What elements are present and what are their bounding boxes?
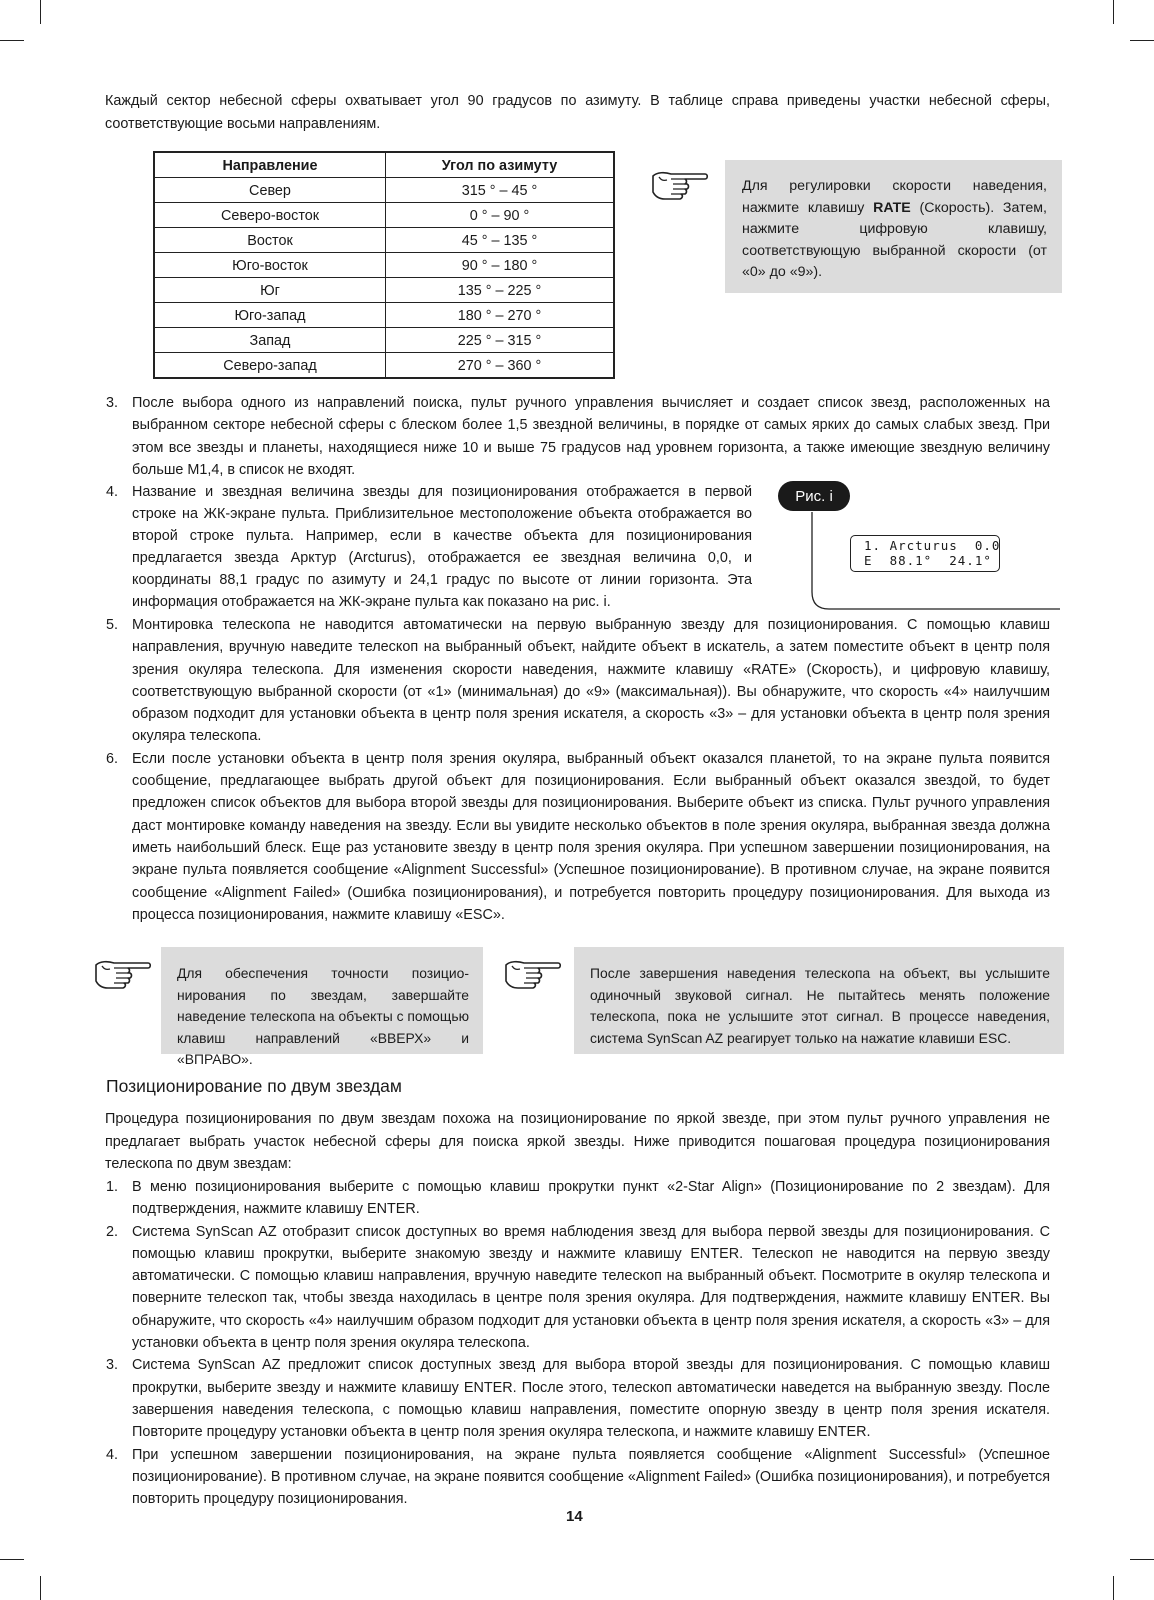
crop-mark bbox=[1130, 40, 1154, 41]
rate-note bbox=[725, 160, 1062, 293]
item-number: 3. bbox=[106, 1357, 119, 1374]
item-number: 2. bbox=[106, 1223, 119, 1240]
table-row bbox=[154, 228, 614, 253]
table-cell: Северо-восток bbox=[154, 203, 386, 228]
item-text: После выбора одного из направлений поиска, пульт ручного управления вычисляет и создает список звезд, расположенных на выбранном секторе небесной сферы с блеском более 1,5 звездной величины, в порядке от самых ярких до самых слабых звезд. При этом все звезды и планеты, находящиеся ниже 10 и выше 75 градусов над уровнем горизонта, а также имеющие звездную величину больше М1,4, в список не входят. bbox=[132, 395, 1050, 478]
item-number: 4. bbox=[106, 484, 119, 500]
item-number: 4. bbox=[106, 1446, 119, 1463]
steps-list-a bbox=[106, 392, 1050, 481]
table-cell: 90 ° – 180 ° bbox=[386, 253, 615, 278]
crop-mark bbox=[40, 1576, 41, 1600]
steps-list-b bbox=[106, 614, 1050, 926]
intro-paragraph: Каждый сектор небесной сферы охватывает угол 90 градусов по азимуту. В таблице справа приведены участки небесной сферы, соответствующие восьми направлениям. bbox=[105, 93, 1050, 132]
lcd-line-1: 1. Arcturus 0.0 bbox=[864, 538, 1001, 553]
section-title: Позиционирование по двум звездам bbox=[106, 1076, 402, 1096]
page-number: 14 bbox=[566, 1508, 583, 1525]
table-cell: Восток bbox=[154, 228, 386, 253]
pointing-hand-icon bbox=[504, 957, 562, 991]
crop-mark bbox=[1113, 0, 1114, 24]
crop-mark bbox=[1113, 1576, 1114, 1600]
table-cell: 45 ° – 135 ° bbox=[386, 228, 615, 253]
table-row bbox=[154, 303, 614, 328]
lcd-line-2: E 88.1° 24.1° bbox=[864, 553, 992, 568]
accuracy-note: Для обеспечения точности позицио-нирования по звездам, завершайте наведение телескопа на объекты с помощью клавиш направлений «ВВЕРХ» и «ВПРАВО». bbox=[161, 947, 483, 1054]
direction-table bbox=[153, 151, 615, 379]
section-intro: Процедура позиционирования по двум звездам похожа на позиционирование по яркой звезде, при этом пульт ручного управления не предлагает выбрать участок небесной сферы для поиска яркой звезды. Ниже приводится пошаговая процедура позиционирования телескопа по двум звездам: bbox=[105, 1111, 1050, 1172]
item-number: 6. bbox=[106, 750, 119, 767]
table-cell: Запад bbox=[154, 328, 386, 353]
item-text: Если после установки объекта в центр поля зрения окуляра, выбранный объект оказался планетой, то на экране пульта появится сообщение, предлагающее выбрать другой объект для позиционирования. Если выбранный объект оказался звездой, то будет предложен список объектов для выбора второй звезды для позиционирования. Выберите объект из списка. Пульт ручного управления даст монтировке команду наведения на звезду. Если вы увидите несколько объектов в поле зрения окуляра, выбранная звезда должна иметь наибольший блеск. Еще раз установите звезду в центр поля зрения окуляра. При успешном завершении позиционирования, на экране пульта появляется сообщение «Alignment Successful» (Успешное позиционирование). В противном случае, на экране появится сообщение «Alignment Failed» (Ошибка позиционирования), и потребуется повторить процедуру позиционирования. Для выхода из процесса позиционирования, нажмите клавишу «ESC». bbox=[132, 750, 1050, 923]
table-cell: 135 ° – 225 ° bbox=[386, 278, 615, 303]
rate-key-label: RATE bbox=[873, 199, 911, 216]
item-text: Система SynScan AZ отобразит список доступных во время наблюдения звезд для выбора первой звезды для позиционирования. С помощью клавиш прокрутки, выберите знакомую звезду и нажмите клавишу ENTER. Телескоп не наводится на первую звезду автоматически. С помощью клавиш направления, вручную наведите телескоп на выбранный объект. Посмотрите в окуляр телескопа и поверните телескоп так, чтобы звезда находилась в центре поля зрения окуляра. Для подтверждения, нажмите клавишу ENTER. Вы обнаружите, что скорость «4» наилучшим образом подходит для установки объекта в центр поля зрения искателя, а скорость «3» – для установки объекта в центр поля зрения окуляра телескопа. bbox=[132, 1223, 1050, 1352]
table-header: Угол по азимуту bbox=[386, 152, 615, 178]
table-row bbox=[154, 203, 614, 228]
list-item bbox=[106, 614, 1050, 748]
table-header-row bbox=[154, 152, 614, 178]
crop-mark bbox=[0, 40, 24, 41]
item-text: Система SynScan AZ предложит список доступных звезд для выбора второй звезды для позиционирования. С помощью клавиш прокрутки, выберите звезду и нажмите клавишу ENTER. После этого, телескоп автоматически наведется на выбранную звезду. После завершения наведения телескопа, с помощью клавиш направления, поместите опорную звезду в центр поля зрения искателя. Повторите процедуру установки объекта в центр поля зрения окуляра телескопа, и нажмите клавишу ENTER. bbox=[132, 1357, 1050, 1441]
list-item bbox=[106, 392, 1050, 481]
pointing-hand-icon bbox=[651, 168, 709, 202]
item-text: При успешном завершении позиционирования, на экране пульта появляется сообщение «Alignment Successful» (Успешное позиционирование). В противном случае, на экране появится сообщение «Alignment Failed» (Ошибка позиционирования), и потребуется повторить процедуру позиционирования. bbox=[132, 1446, 1050, 1508]
table-cell: 0 ° – 90 ° bbox=[386, 203, 615, 228]
table-row bbox=[154, 253, 614, 278]
table-row bbox=[154, 353, 614, 379]
item-text: Название и звездная величина звезды для позиционирования отображается в первой строке на ЖК-экране пульта. Приблизительное местоположение объекта отображается во второй строке пульта. Например, если в качестве объекта для позиционирования предлагается звезда Арктур (Arcturus), отображается ее звездная величина 0,0, и координаты 88,1 градус по азимуту и 24,1 градус по высоте от линии горизонта. Эта информация отображается на ЖК-экране пульта как показано на рис. i. bbox=[132, 484, 752, 611]
note-text: Для регулировки скорости наведения, нажмите клавишу bbox=[742, 178, 1047, 216]
list-item bbox=[106, 1176, 1050, 1221]
table-row bbox=[154, 178, 614, 203]
table-row bbox=[154, 278, 614, 303]
crop-mark bbox=[0, 1559, 24, 1560]
item-number: 3. bbox=[106, 395, 119, 411]
table-cell: 180 ° – 270 ° bbox=[386, 303, 615, 328]
list-item bbox=[106, 1354, 1050, 1443]
lcd-screen bbox=[850, 535, 1000, 572]
figure-label: Рис. i bbox=[778, 481, 850, 511]
table-header: Направление bbox=[154, 152, 386, 178]
table-cell: Север bbox=[154, 178, 386, 203]
steps-list-c bbox=[106, 1176, 1050, 1510]
table-cell: Юг bbox=[154, 278, 386, 303]
table-cell: Северо-запад bbox=[154, 353, 386, 379]
table-cell: Юго-восток bbox=[154, 253, 386, 278]
table-row bbox=[154, 328, 614, 353]
note-text: (Скорость). Затем, нажмите цифровую клавишу, соответствующую выбранной скорости (от «0» до «9»). bbox=[742, 199, 1047, 280]
list-item bbox=[106, 1444, 1050, 1511]
table-cell: 225 ° – 315 ° bbox=[386, 328, 615, 353]
item-text: Монтировка телескопа не наводится автоматически на первую выбранную звезду для позиционирования. С помощью клавиш направления, вручную наведите телескоп на выбранный объект, найдите объект в искатель, а затем поместите объект в центр поля зрения окуляра телескопа. Для изменения скорости наведения, нажмите клавишу «RATE» (Скорость), и цифровую клавишу, соответствующую выбранной скорости (от «1» (минимальная) до «9» (максимальная)). Вы обнаружите, что скорость «4» наилучшим образом подходит для установки объекта в центр поля зрения искателя, а скорость «3» – для установки объекта в центр поля зрения окуляра телескопа. bbox=[132, 617, 1050, 745]
table-cell: Юго-запад bbox=[154, 303, 386, 328]
list-item bbox=[106, 1221, 1050, 1355]
table-cell: 270 ° – 360 ° bbox=[386, 353, 615, 379]
crop-mark bbox=[40, 0, 41, 24]
item-text: В меню позиционирования выберите с помощью клавиш прокрутки пункт «2-Star Align» (Позиционирование по 2 звездам). Для подтверждения, нажмите клавишу ENTER. bbox=[132, 1179, 1050, 1218]
list-item bbox=[106, 748, 1050, 926]
item-number: 1. bbox=[106, 1179, 119, 1195]
item-number: 5. bbox=[106, 617, 119, 633]
table-cell: 315 ° – 45 ° bbox=[386, 178, 615, 203]
list-item bbox=[106, 481, 752, 614]
beep-note: После завершения наведения телескопа на объект, вы услышите одиночный звуковой сигнал. Не пытайтесь менять положение телескопа, пока не услышите этот сигнал. В процессе наведения, система SynScan AZ реагирует только на нажатие клавиши ESC. bbox=[574, 947, 1064, 1054]
steps-list-a2 bbox=[106, 481, 752, 614]
pointing-hand-icon bbox=[94, 957, 152, 991]
crop-mark bbox=[1130, 1559, 1154, 1560]
